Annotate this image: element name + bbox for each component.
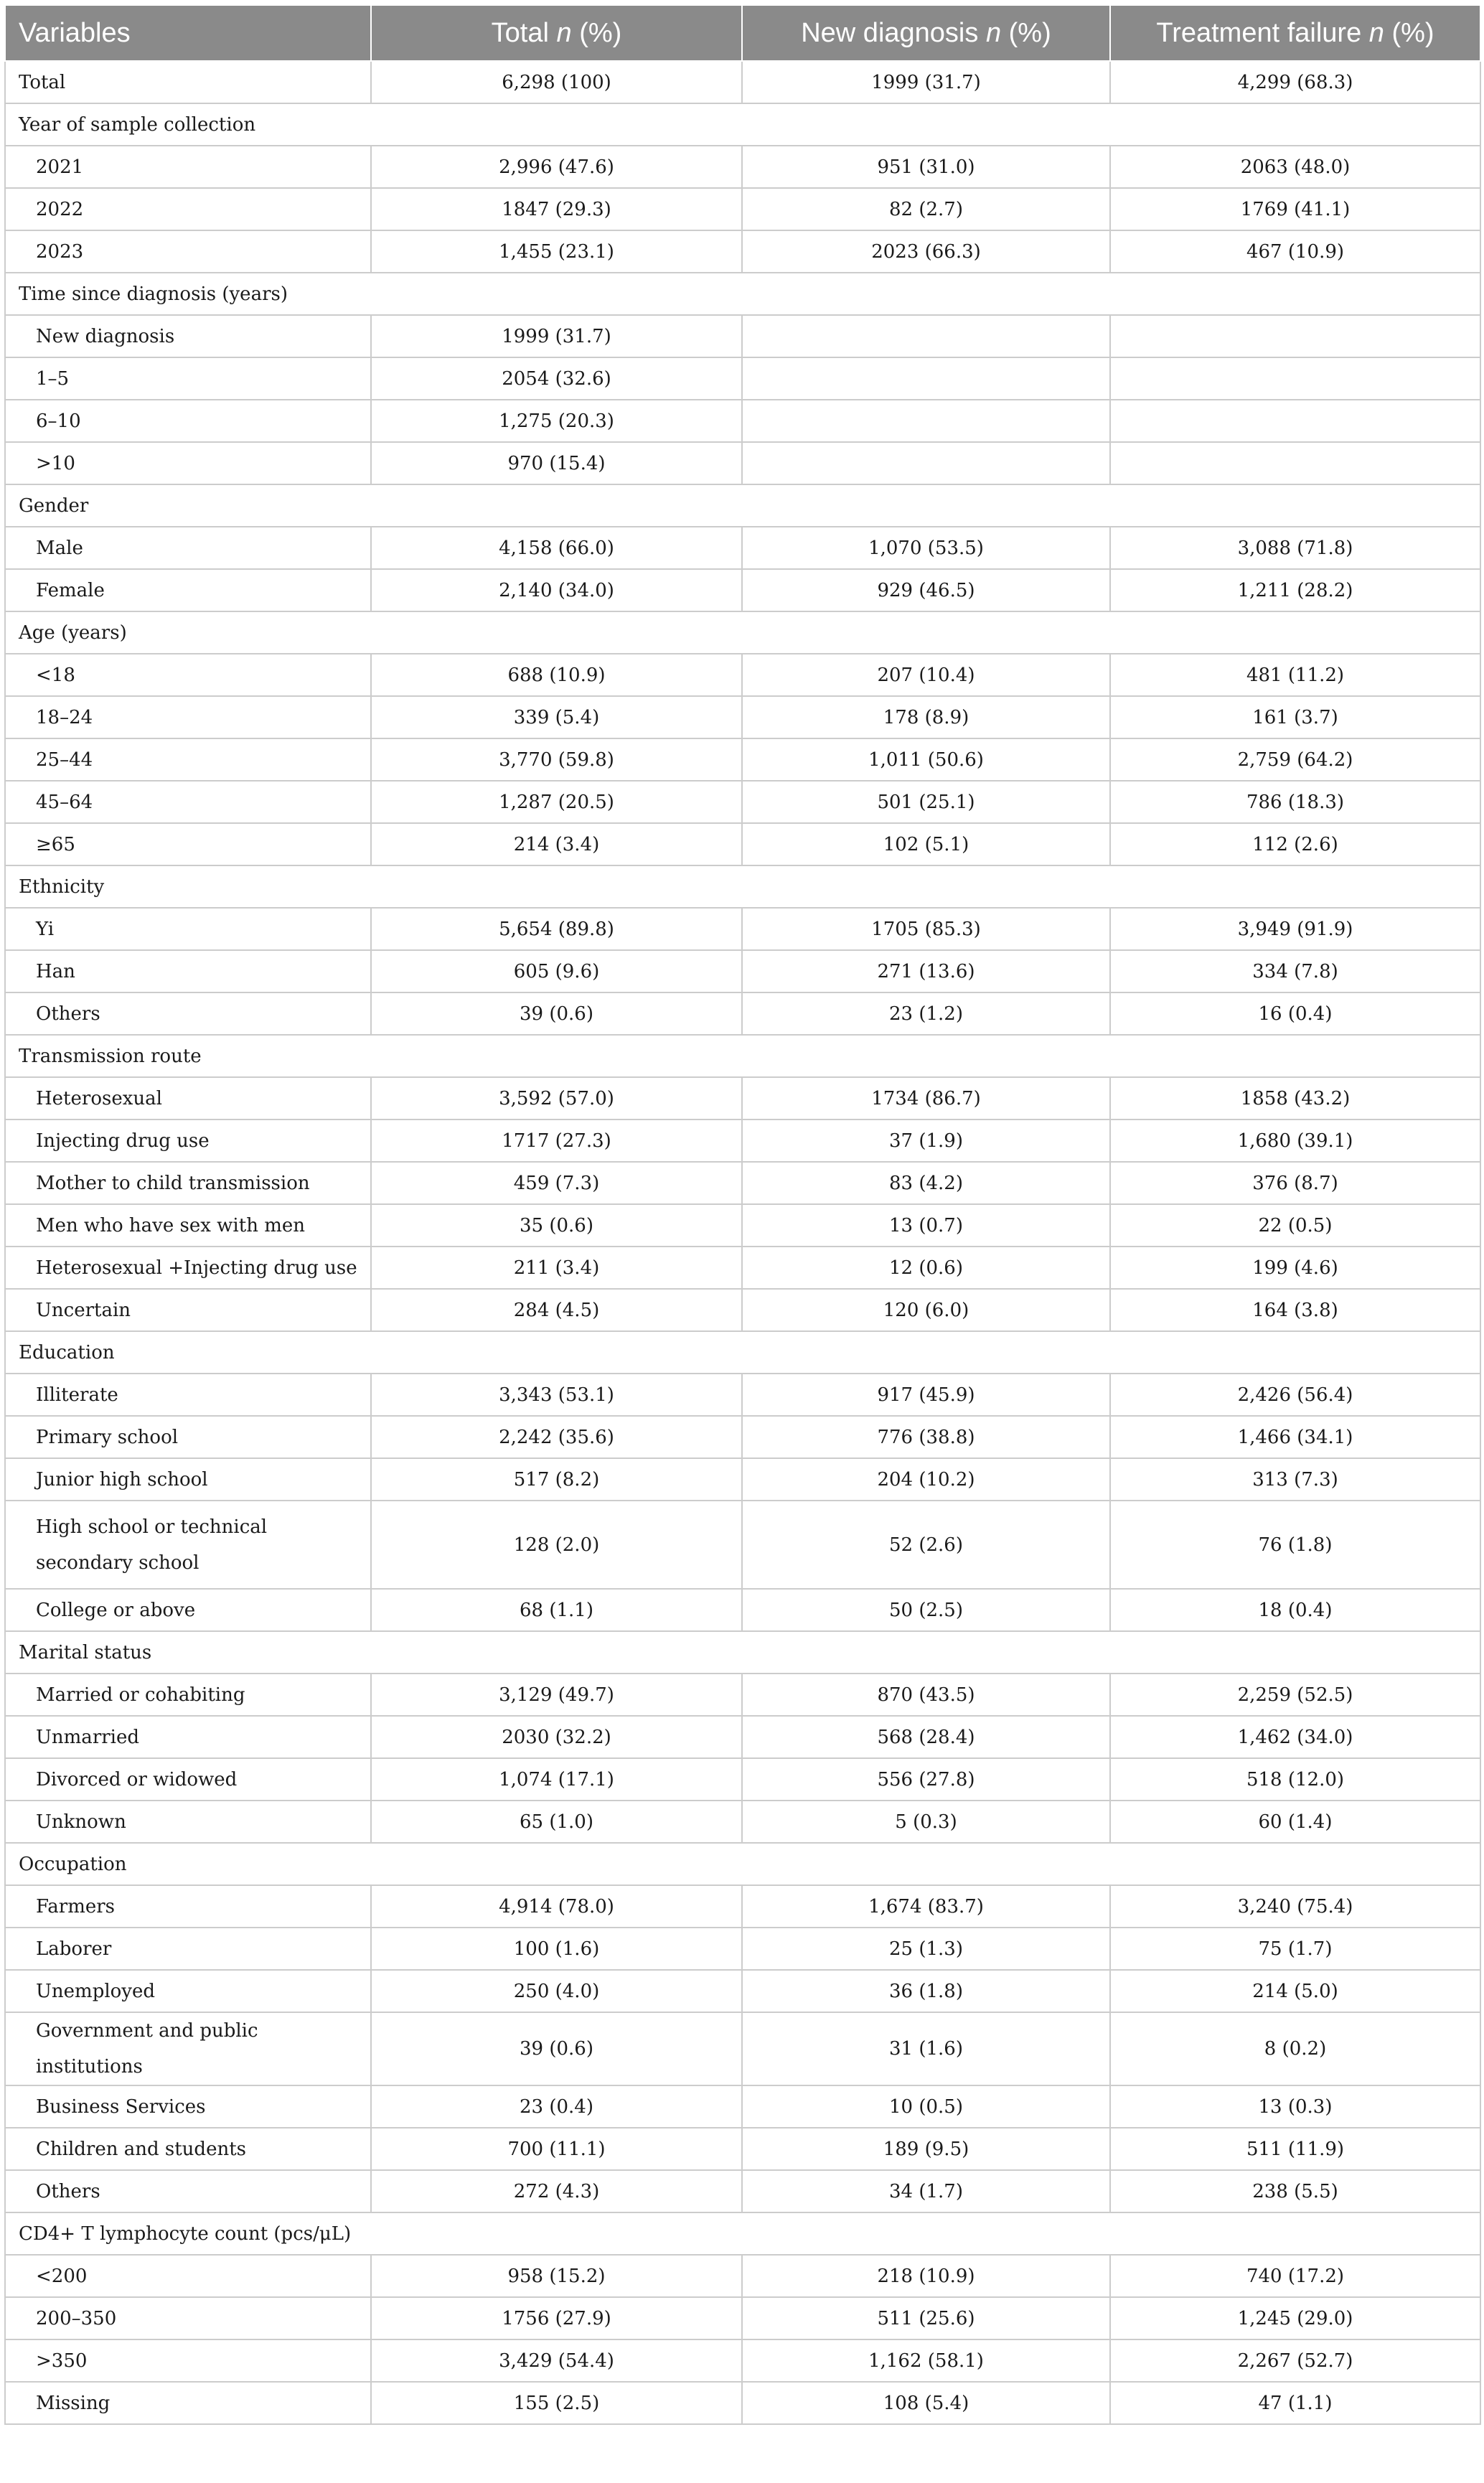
table-row bbox=[5, 1458, 1480, 1501]
new-diagnosis-cell: 271 (13.6) bbox=[742, 950, 1110, 992]
table-row bbox=[5, 2339, 1480, 2382]
table-row bbox=[5, 527, 1480, 569]
category-label: CD4+ T lymphocyte count (pcs/μL) bbox=[5, 2212, 1480, 2255]
treatment-failure-cell: 18 (0.4) bbox=[1110, 1589, 1480, 1631]
table-row bbox=[5, 1928, 1480, 1970]
treatment-failure-cell: 1858 (43.2) bbox=[1110, 1077, 1480, 1120]
new-diagnosis-cell: 776 (38.8) bbox=[742, 1416, 1110, 1458]
header-new-diagnosis bbox=[742, 5, 1110, 61]
category-row bbox=[5, 1331, 1480, 1374]
table-row bbox=[5, 2297, 1480, 2339]
total-cell: 128 (2.0) bbox=[371, 1501, 742, 1589]
treatment-failure-cell: 376 (8.7) bbox=[1110, 1162, 1480, 1204]
treatment-failure-cell: 2,259 (52.5) bbox=[1110, 1674, 1480, 1716]
new-diagnosis-cell bbox=[742, 400, 1110, 442]
total-cell: 3,129 (49.7) bbox=[371, 1674, 742, 1716]
total-cell: 39 (0.6) bbox=[371, 2012, 742, 2085]
new-diagnosis-cell: 178 (8.9) bbox=[742, 696, 1110, 738]
table-row bbox=[5, 1289, 1480, 1331]
table-row bbox=[5, 2085, 1480, 2128]
total-cell: 4,914 (78.0) bbox=[371, 1885, 742, 1928]
variable-cell: Heterosexual +Injecting drug use bbox=[5, 1247, 371, 1289]
total-cell: 211 (3.4) bbox=[371, 1247, 742, 1289]
new-diagnosis-cell: 13 (0.7) bbox=[742, 1204, 1110, 1247]
table-row bbox=[5, 1204, 1480, 1247]
treatment-failure-cell bbox=[1110, 442, 1480, 484]
category-row bbox=[5, 103, 1480, 146]
table-row bbox=[5, 188, 1480, 230]
new-diagnosis-cell: 23 (1.2) bbox=[742, 992, 1110, 1035]
header-fail-pct: (%) bbox=[1391, 17, 1434, 48]
total-cell: 5,654 (89.8) bbox=[371, 908, 742, 950]
variable-cell: Children and students bbox=[5, 2128, 371, 2170]
treatment-failure-cell: 313 (7.3) bbox=[1110, 1458, 1480, 1501]
total-cell: 1999 (31.7) bbox=[371, 315, 742, 357]
variable-cell: Divorced or widowed bbox=[5, 1758, 371, 1801]
variable-cell: ≥65 bbox=[5, 823, 371, 865]
category-label: Transmission route bbox=[5, 1035, 1480, 1077]
variable-cell: Government and public institutions bbox=[5, 2012, 371, 2085]
variable-cell: Unmarried bbox=[5, 1716, 371, 1758]
variable-cell: Mother to child transmission bbox=[5, 1162, 371, 1204]
variable-cell: >350 bbox=[5, 2339, 371, 2382]
category-label: Time since diagnosis (years) bbox=[5, 273, 1480, 315]
new-diagnosis-cell bbox=[742, 357, 1110, 400]
total-cell: 2,140 (34.0) bbox=[371, 569, 742, 611]
new-diagnosis-cell: 82 (2.7) bbox=[742, 188, 1110, 230]
new-diagnosis-cell: 102 (5.1) bbox=[742, 823, 1110, 865]
total-cell: 65 (1.0) bbox=[371, 1801, 742, 1843]
total-cell: 39 (0.6) bbox=[371, 992, 742, 1035]
table-row bbox=[5, 2382, 1480, 2424]
treatment-failure-cell: 3,240 (75.4) bbox=[1110, 1885, 1480, 1928]
variable-cell: Men who have sex with men bbox=[5, 1204, 371, 1247]
treatment-failure-cell: 112 (2.6) bbox=[1110, 823, 1480, 865]
treatment-failure-cell: 1,466 (34.1) bbox=[1110, 1416, 1480, 1458]
variable-cell: Married or cohabiting bbox=[5, 1674, 371, 1716]
new-diagnosis-cell bbox=[742, 315, 1110, 357]
new-diagnosis-cell: 1,011 (50.6) bbox=[742, 738, 1110, 781]
header-variables bbox=[5, 5, 371, 61]
new-diagnosis-cell: 1,162 (58.1) bbox=[742, 2339, 1110, 2382]
table-row bbox=[5, 2128, 1480, 2170]
category-row bbox=[5, 611, 1480, 654]
variable-cell: Missing bbox=[5, 2382, 371, 2424]
treatment-failure-cell: 60 (1.4) bbox=[1110, 1801, 1480, 1843]
category-label: Education bbox=[5, 1331, 1480, 1374]
total-cell: 68 (1.1) bbox=[371, 1589, 742, 1631]
table-row bbox=[5, 2170, 1480, 2212]
variable-cell: 18–24 bbox=[5, 696, 371, 738]
new-diagnosis-cell: 556 (27.8) bbox=[742, 1758, 1110, 1801]
treatment-failure-cell: 1,245 (29.0) bbox=[1110, 2297, 1480, 2339]
variable-cell: 25–44 bbox=[5, 738, 371, 781]
new-diagnosis-cell: 50 (2.5) bbox=[742, 1589, 1110, 1631]
total-cell: 1,287 (20.5) bbox=[371, 781, 742, 823]
header-total-pct: (%) bbox=[579, 17, 622, 48]
treatment-failure-cell: 3,088 (71.8) bbox=[1110, 527, 1480, 569]
table-row bbox=[5, 992, 1480, 1035]
new-diagnosis-cell: 568 (28.4) bbox=[742, 1716, 1110, 1758]
new-diagnosis-cell: 501 (25.1) bbox=[742, 781, 1110, 823]
new-diagnosis-cell: 120 (6.0) bbox=[742, 1289, 1110, 1331]
table-row bbox=[5, 1077, 1480, 1120]
total-cell: 284 (4.5) bbox=[371, 1289, 742, 1331]
new-diagnosis-cell: 870 (43.5) bbox=[742, 1674, 1110, 1716]
treatment-failure-cell: 518 (12.0) bbox=[1110, 1758, 1480, 1801]
variable-cell: Heterosexual bbox=[5, 1077, 371, 1120]
new-diagnosis-cell: 5 (0.3) bbox=[742, 1801, 1110, 1843]
variable-cell: Primary school bbox=[5, 1416, 371, 1458]
total-cell: 688 (10.9) bbox=[371, 654, 742, 696]
table-row bbox=[5, 781, 1480, 823]
header-fail-label: Treatment failure bbox=[1156, 17, 1362, 48]
category-row bbox=[5, 1631, 1480, 1674]
variable-cell: Junior high school bbox=[5, 1458, 371, 1501]
treatment-failure-cell: 740 (17.2) bbox=[1110, 2255, 1480, 2297]
total-cell: 6,298 (100) bbox=[371, 61, 742, 103]
variable-cell: 2022 bbox=[5, 188, 371, 230]
table-row bbox=[5, 1716, 1480, 1758]
total-cell: 3,343 (53.1) bbox=[371, 1374, 742, 1416]
treatment-failure-cell: 75 (1.7) bbox=[1110, 1928, 1480, 1970]
variable-cell: College or above bbox=[5, 1589, 371, 1631]
table-row bbox=[5, 2255, 1480, 2297]
demographics-table bbox=[4, 4, 1481, 2425]
treatment-failure-cell: 47 (1.1) bbox=[1110, 2382, 1480, 2424]
total-cell: 23 (0.4) bbox=[371, 2085, 742, 2128]
new-diagnosis-cell: 511 (25.6) bbox=[742, 2297, 1110, 2339]
table-row bbox=[5, 569, 1480, 611]
treatment-failure-cell: 1,211 (28.2) bbox=[1110, 569, 1480, 611]
variable-cell: Male bbox=[5, 527, 371, 569]
variable-cell: Laborer bbox=[5, 1928, 371, 1970]
table-row bbox=[5, 908, 1480, 950]
new-diagnosis-cell: 189 (9.5) bbox=[742, 2128, 1110, 2170]
total-cell: 3,429 (54.4) bbox=[371, 2339, 742, 2382]
total-cell: 35 (0.6) bbox=[371, 1204, 742, 1247]
total-cell: 2054 (32.6) bbox=[371, 357, 742, 400]
variable-cell: Injecting drug use bbox=[5, 1120, 371, 1162]
table-row bbox=[5, 315, 1480, 357]
table-body bbox=[5, 61, 1480, 2424]
table-row bbox=[5, 1501, 1480, 1589]
total-cell: 250 (4.0) bbox=[371, 1970, 742, 2012]
new-diagnosis-cell: 12 (0.6) bbox=[742, 1247, 1110, 1289]
variable-cell: 2021 bbox=[5, 146, 371, 188]
treatment-failure-cell: 164 (3.8) bbox=[1110, 1289, 1480, 1331]
table-row bbox=[5, 357, 1480, 400]
new-diagnosis-cell: 1734 (86.7) bbox=[742, 1077, 1110, 1120]
total-cell: 2,242 (35.6) bbox=[371, 1416, 742, 1458]
category-label: Marital status bbox=[5, 1631, 1480, 1674]
header-new-label: New diagnosis bbox=[801, 17, 979, 48]
treatment-failure-cell: 334 (7.8) bbox=[1110, 950, 1480, 992]
treatment-failure-cell: 13 (0.3) bbox=[1110, 2085, 1480, 2128]
new-diagnosis-cell: 218 (10.9) bbox=[742, 2255, 1110, 2297]
table-row bbox=[5, 1801, 1480, 1843]
treatment-failure-cell: 16 (0.4) bbox=[1110, 992, 1480, 1035]
total-cell: 4,158 (66.0) bbox=[371, 527, 742, 569]
category-row bbox=[5, 484, 1480, 527]
new-diagnosis-cell: 25 (1.3) bbox=[742, 1928, 1110, 1970]
total-cell: 958 (15.2) bbox=[371, 2255, 742, 2297]
variable-cell: >10 bbox=[5, 442, 371, 484]
treatment-failure-cell: 8 (0.2) bbox=[1110, 2012, 1480, 2085]
variable-cell: 2023 bbox=[5, 230, 371, 273]
total-cell: 970 (15.4) bbox=[371, 442, 742, 484]
category-label: Occupation bbox=[5, 1843, 1480, 1885]
table-row bbox=[5, 1162, 1480, 1204]
total-cell: 2,996 (47.6) bbox=[371, 146, 742, 188]
variable-cell: Yi bbox=[5, 908, 371, 950]
new-diagnosis-cell: 207 (10.4) bbox=[742, 654, 1110, 696]
treatment-failure-cell: 481 (11.2) bbox=[1110, 654, 1480, 696]
table-row bbox=[5, 442, 1480, 484]
variable-cell: Female bbox=[5, 569, 371, 611]
variable-cell: Total bbox=[5, 61, 371, 103]
table-row bbox=[5, 1247, 1480, 1289]
table-row bbox=[5, 1885, 1480, 1928]
table-row bbox=[5, 400, 1480, 442]
category-label: Year of sample collection bbox=[5, 103, 1480, 146]
table-row bbox=[5, 2012, 1480, 2085]
total-cell: 3,592 (57.0) bbox=[371, 1077, 742, 1120]
header-total-label: Total bbox=[491, 17, 549, 48]
new-diagnosis-cell: 1,674 (83.7) bbox=[742, 1885, 1110, 1928]
new-diagnosis-cell: 917 (45.9) bbox=[742, 1374, 1110, 1416]
category-row bbox=[5, 1035, 1480, 1077]
treatment-failure-cell: 76 (1.8) bbox=[1110, 1501, 1480, 1589]
new-diagnosis-cell: 36 (1.8) bbox=[742, 1970, 1110, 2012]
category-label: Ethnicity bbox=[5, 865, 1480, 908]
header-total-n: n bbox=[556, 17, 572, 48]
treatment-failure-cell: 2,426 (56.4) bbox=[1110, 1374, 1480, 1416]
treatment-failure-cell: 22 (0.5) bbox=[1110, 1204, 1480, 1247]
variable-cell: Unknown bbox=[5, 1801, 371, 1843]
variable-cell: 200–350 bbox=[5, 2297, 371, 2339]
total-cell: 517 (8.2) bbox=[371, 1458, 742, 1501]
treatment-failure-cell: 2,759 (64.2) bbox=[1110, 738, 1480, 781]
total-cell: 459 (7.3) bbox=[371, 1162, 742, 1204]
variable-cell: High school or technical secondary school bbox=[5, 1501, 371, 1589]
category-row bbox=[5, 865, 1480, 908]
total-cell: 155 (2.5) bbox=[371, 2382, 742, 2424]
total-cell: 339 (5.4) bbox=[371, 696, 742, 738]
new-diagnosis-cell: 2023 (66.3) bbox=[742, 230, 1110, 273]
variable-cell: <18 bbox=[5, 654, 371, 696]
treatment-failure-cell: 1,680 (39.1) bbox=[1110, 1120, 1480, 1162]
table-row bbox=[5, 1674, 1480, 1716]
total-cell: 1847 (29.3) bbox=[371, 188, 742, 230]
table-row bbox=[5, 696, 1480, 738]
new-diagnosis-cell: 10 (0.5) bbox=[742, 2085, 1110, 2128]
variable-cell: Han bbox=[5, 950, 371, 992]
treatment-failure-cell: 3,949 (91.9) bbox=[1110, 908, 1480, 950]
new-diagnosis-cell bbox=[742, 442, 1110, 484]
table-row bbox=[5, 1120, 1480, 1162]
total-cell: 1,275 (20.3) bbox=[371, 400, 742, 442]
variable-cell: 6–10 bbox=[5, 400, 371, 442]
new-diagnosis-cell: 31 (1.6) bbox=[742, 2012, 1110, 2085]
total-cell: 1756 (27.9) bbox=[371, 2297, 742, 2339]
treatment-failure-cell: 161 (3.7) bbox=[1110, 696, 1480, 738]
total-cell: 214 (3.4) bbox=[371, 823, 742, 865]
table-row bbox=[5, 950, 1480, 992]
header-total bbox=[371, 5, 742, 61]
treatment-failure-cell bbox=[1110, 400, 1480, 442]
total-cell: 100 (1.6) bbox=[371, 1928, 742, 1970]
table-row bbox=[5, 1374, 1480, 1416]
variable-cell: New diagnosis bbox=[5, 315, 371, 357]
total-cell: 272 (4.3) bbox=[371, 2170, 742, 2212]
table-row bbox=[5, 1589, 1480, 1631]
treatment-failure-cell: 1,462 (34.0) bbox=[1110, 1716, 1480, 1758]
total-cell: 1717 (27.3) bbox=[371, 1120, 742, 1162]
table-row bbox=[5, 738, 1480, 781]
treatment-failure-cell: 467 (10.9) bbox=[1110, 230, 1480, 273]
variable-cell: Others bbox=[5, 992, 371, 1035]
treatment-failure-cell: 199 (4.6) bbox=[1110, 1247, 1480, 1289]
variable-cell: Unemployed bbox=[5, 1970, 371, 2012]
total-cell: 605 (9.6) bbox=[371, 950, 742, 992]
variable-cell: Business Services bbox=[5, 2085, 371, 2128]
new-diagnosis-cell: 34 (1.7) bbox=[742, 2170, 1110, 2212]
total-cell: 1,455 (23.1) bbox=[371, 230, 742, 273]
variable-cell: Illiterate bbox=[5, 1374, 371, 1416]
new-diagnosis-cell: 1,070 (53.5) bbox=[742, 527, 1110, 569]
category-label: Age (years) bbox=[5, 611, 1480, 654]
new-diagnosis-cell: 83 (4.2) bbox=[742, 1162, 1110, 1204]
new-diagnosis-cell: 52 (2.6) bbox=[742, 1501, 1110, 1589]
variable-cell: 45–64 bbox=[5, 781, 371, 823]
category-row bbox=[5, 2212, 1480, 2255]
treatment-failure-cell: 238 (5.5) bbox=[1110, 2170, 1480, 2212]
table-row bbox=[5, 1758, 1480, 1801]
header-treatment-failure bbox=[1110, 5, 1480, 61]
new-diagnosis-cell: 1705 (85.3) bbox=[742, 908, 1110, 950]
header-variables-label: Variables bbox=[19, 17, 131, 48]
table-row bbox=[5, 230, 1480, 273]
treatment-failure-cell: 2,267 (52.7) bbox=[1110, 2339, 1480, 2382]
header-new-pct: (%) bbox=[1008, 17, 1051, 48]
table-header bbox=[5, 5, 1480, 61]
variable-cell: 1–5 bbox=[5, 357, 371, 400]
variable-cell: Farmers bbox=[5, 1885, 371, 1928]
table-row bbox=[5, 654, 1480, 696]
table-row bbox=[5, 1970, 1480, 2012]
category-row bbox=[5, 273, 1480, 315]
table-row bbox=[5, 146, 1480, 188]
table-row bbox=[5, 1416, 1480, 1458]
treatment-failure-cell: 2063 (48.0) bbox=[1110, 146, 1480, 188]
treatment-failure-cell: 786 (18.3) bbox=[1110, 781, 1480, 823]
category-label: Gender bbox=[5, 484, 1480, 527]
treatment-failure-cell bbox=[1110, 315, 1480, 357]
treatment-failure-cell: 1769 (41.1) bbox=[1110, 188, 1480, 230]
total-cell: 3,770 (59.8) bbox=[371, 738, 742, 781]
new-diagnosis-cell: 108 (5.4) bbox=[742, 2382, 1110, 2424]
new-diagnosis-cell: 37 (1.9) bbox=[742, 1120, 1110, 1162]
variable-cell: Uncertain bbox=[5, 1289, 371, 1331]
treatment-failure-cell: 511 (11.9) bbox=[1110, 2128, 1480, 2170]
treatment-failure-cell: 4,299 (68.3) bbox=[1110, 61, 1480, 103]
treatment-failure-cell bbox=[1110, 357, 1480, 400]
variable-cell: Others bbox=[5, 2170, 371, 2212]
total-cell: 2030 (32.2) bbox=[371, 1716, 742, 1758]
total-cell: 700 (11.1) bbox=[371, 2128, 742, 2170]
new-diagnosis-cell: 929 (46.5) bbox=[742, 569, 1110, 611]
header-row bbox=[5, 5, 1480, 61]
new-diagnosis-cell: 951 (31.0) bbox=[742, 146, 1110, 188]
treatment-failure-cell: 214 (5.0) bbox=[1110, 1970, 1480, 2012]
new-diagnosis-cell: 204 (10.2) bbox=[742, 1458, 1110, 1501]
table-row bbox=[5, 61, 1480, 103]
header-new-n: n bbox=[985, 17, 1002, 48]
category-row bbox=[5, 1843, 1480, 1885]
new-diagnosis-cell: 1999 (31.7) bbox=[742, 61, 1110, 103]
total-cell: 1,074 (17.1) bbox=[371, 1758, 742, 1801]
table-row bbox=[5, 823, 1480, 865]
header-fail-n: n bbox=[1368, 17, 1384, 48]
variable-cell: <200 bbox=[5, 2255, 371, 2297]
